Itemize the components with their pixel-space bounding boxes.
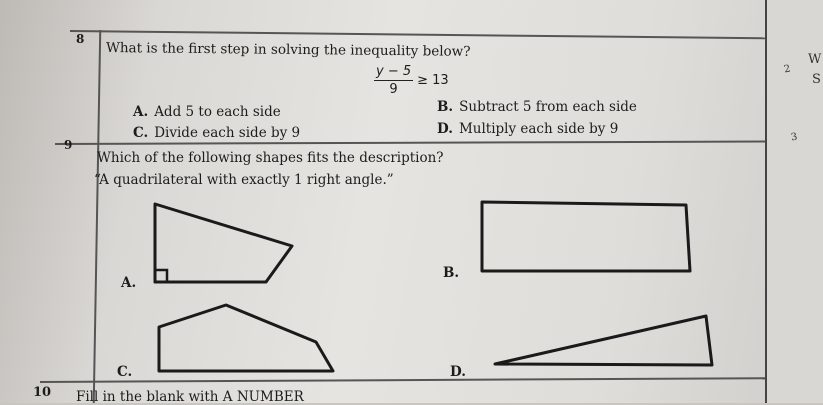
- option-text: Divide each side by 9: [154, 125, 301, 141]
- right-page-number-2: 2: [783, 63, 792, 76]
- question-10-text: Fill in the blank with A NUMBER: [76, 389, 304, 405]
- inequality-rhs: ≥ 13: [417, 73, 449, 88]
- right-page-letter-s: S: [812, 72, 821, 87]
- right-page-number-3: 3: [790, 131, 799, 144]
- option-text: Multiply each side by 9: [458, 121, 619, 137]
- option-letter: A.: [133, 104, 149, 120]
- shape-label-a: A.: [121, 275, 137, 291]
- option-letter: C.: [133, 125, 149, 141]
- shape-label-b: B.: [443, 265, 460, 281]
- right-angle-marker: [155, 270, 167, 282]
- option-text: Add 5 to each side: [154, 104, 281, 120]
- shape-label-c: C.: [117, 364, 133, 380]
- question-number-9: 9: [64, 138, 73, 152]
- question-9-description: “A quadrilateral with exactly 1 right angle.”: [94, 172, 394, 188]
- option-letter: B.: [437, 99, 454, 115]
- right-page-letter-w: W: [808, 52, 822, 67]
- shape-b[interactable]: [482, 202, 690, 271]
- question-8-text: What is the first step in solving the inequality below?: [105, 40, 471, 60]
- shape-a[interactable]: [155, 204, 292, 282]
- option-text: Subtract 5 from each side: [459, 99, 637, 115]
- question-number-8: 8: [76, 32, 85, 46]
- inequality-numerator: y − 5: [376, 64, 412, 79]
- question-number-10: 10: [33, 385, 52, 400]
- shape-c[interactable]: [159, 305, 333, 371]
- question-9-text: Which of the following shapes fits the description?: [97, 150, 444, 166]
- inequality-denominator: 9: [389, 82, 398, 97]
- shape-label-d: D.: [450, 364, 466, 380]
- shape-d[interactable]: [495, 316, 712, 365]
- option-letter: D.: [437, 121, 453, 137]
